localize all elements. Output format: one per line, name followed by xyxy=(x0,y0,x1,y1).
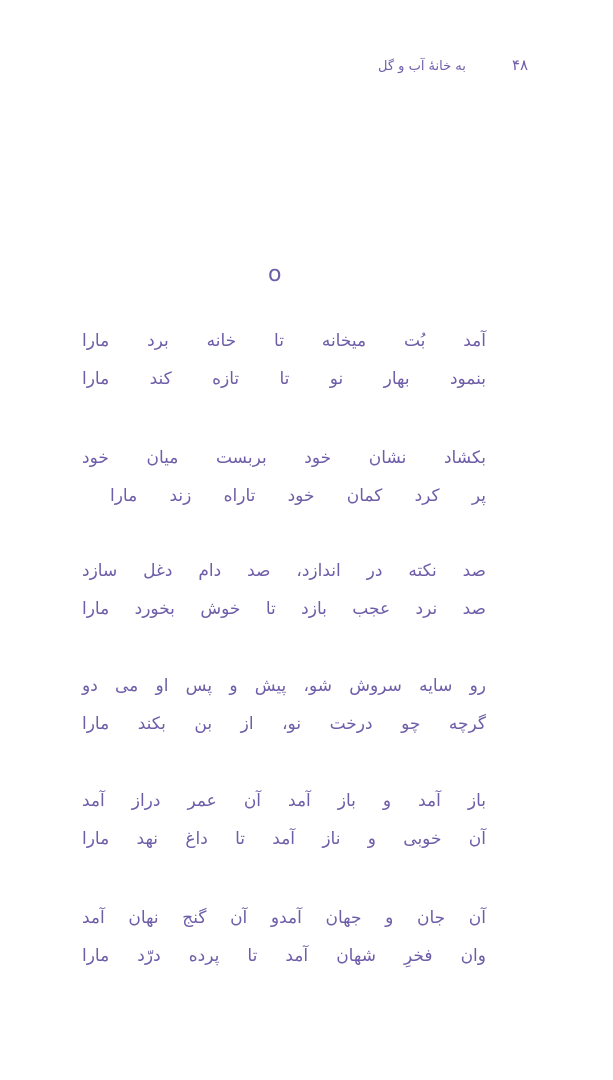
verse-line: رو سایه سروش شو، پیش و پس او می دو xyxy=(82,676,486,696)
book-title: به خانهٔ آب و گل xyxy=(378,59,466,74)
section-mark: o xyxy=(268,262,282,287)
verse-line: آن خوبی و ناز آمد تا داغ نهد مارا xyxy=(82,829,486,849)
verse-line: بکشاد نشان خود بربست میان خود xyxy=(82,448,486,468)
verse-line: صد نرد عجب بازد تا خوش بخورد مارا xyxy=(82,599,486,619)
stanza xyxy=(82,667,486,782)
verse-line: گرچه چو درخت نو، از بن بکند مارا xyxy=(82,714,486,734)
verse-line: پر کرد کمان خود تاراه زند مارا xyxy=(110,486,486,506)
verse-line: آن جان و جهان آمدو آن گنج نهان آمد xyxy=(82,908,486,928)
stanza xyxy=(82,439,486,552)
verse-line: وان فخرِ شهان آمد تا پرده درّد مارا xyxy=(82,946,486,966)
stanza xyxy=(82,899,486,1016)
verse-line: آمد بُت میخانه تا خانه برد مارا xyxy=(82,331,486,351)
verse-line: باز آمد و باز آمد آن عمر دراز آمد xyxy=(82,791,486,811)
verse-line: بنمود بهار نو تا تازه کند مارا xyxy=(82,369,486,389)
stanza xyxy=(82,782,486,899)
running-head xyxy=(0,56,613,80)
poem xyxy=(82,322,486,1016)
stanza xyxy=(82,322,486,439)
stanza xyxy=(82,552,486,667)
verse-line: صد نکته در اندازد، صد دام دغل سازد xyxy=(82,561,486,581)
page-number: ۴۸ xyxy=(512,56,529,74)
